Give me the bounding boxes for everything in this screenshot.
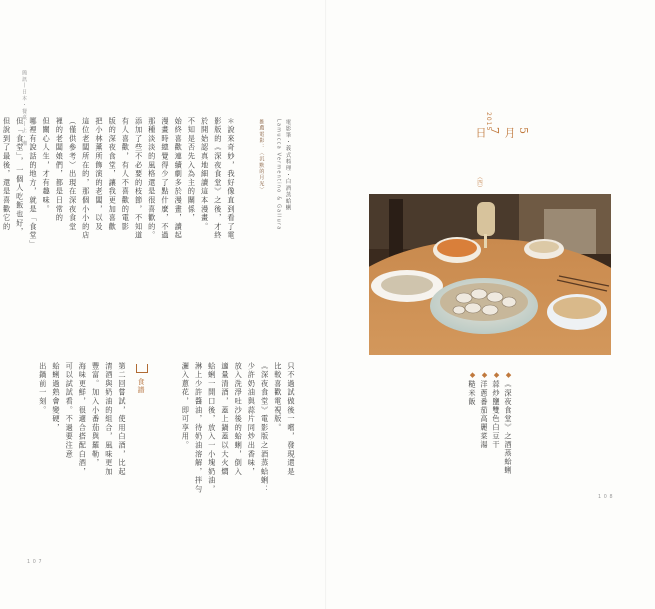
bullet-icon: ◆	[468, 370, 477, 381]
menu-item: ◆《深夜食堂》之酒蒸蛤蜊	[504, 370, 513, 476]
body-text-column: 哪裡有說話的地方，就是「食堂」	[28, 117, 38, 249]
body-text-column: 但「食堂」，一個人吃飯也好，	[15, 117, 25, 237]
recipe-icon	[136, 364, 148, 373]
body-text-column: 但關心人生，才有趣味。	[42, 117, 52, 214]
menu-list	[455, 370, 515, 480]
recipe-text-column: 灑入蔥花，即可享用。	[181, 362, 191, 450]
body-text-column: 於開始認真地細讀這本漫畫。	[200, 117, 210, 232]
body-text-column: 影版的《深夜食堂》之後，才終	[213, 117, 223, 241]
recipe-tail-column: 可以試試看。不過要注意	[65, 362, 75, 459]
body-text-column: （僅供參考）出現在深夜食堂	[68, 117, 78, 232]
recipe-tail-column: 第二回嘗試，使用白酒，比起	[118, 362, 127, 477]
body-text-column: 始終喜歡連續劇多於漫畫，讀起	[174, 117, 184, 241]
body-text-column: 裡的老闆娘們，都是日常的	[55, 117, 65, 223]
body-text-column: 這位老闆所在的，那個小小的店	[81, 117, 91, 241]
dinner-photo	[369, 194, 611, 355]
body-text-column: 但說到了最後，還是喜歡它的	[2, 117, 12, 232]
menu-item: ◆洋蔥番茄高麗菜湯	[480, 370, 489, 450]
recipe-text-column: 淋上少許醬油，待奶油溶解，拌勻	[194, 362, 204, 494]
page-number-left: 1 0 7	[27, 560, 43, 565]
body-text-column: ＊說來奇妙，我好像直到看了電	[227, 117, 236, 241]
recipe-tail-text	[33, 362, 129, 480]
side-note-recommend: 推薦電影：〈沉默的月光〉	[258, 119, 265, 194]
recipe-tail-column: 蛤蜊過熟會變硬，	[51, 362, 61, 433]
body-text-column: 有人喜歡，有人不喜歡的電影	[121, 117, 131, 232]
bullet-icon: ◆	[504, 370, 513, 381]
recipe-text-column: 《深夜食堂》電影版之酒蒸蛤蜊：	[260, 362, 270, 494]
running-header: 簡訊丨日本・餐桌丨上・湘	[21, 70, 27, 147]
date-weekday: （四）	[476, 174, 482, 191]
body-text	[2, 117, 238, 302]
date-year: 2015	[485, 112, 492, 132]
recipe-text-column: 少許奶油與蒜片同炒出香味，	[247, 362, 257, 477]
body-text-column: 那種淡淡的風格還是很喜歡的。	[147, 117, 157, 241]
recipe-tail-column: 海味更鮮，很適合搭配白酒，	[78, 362, 88, 477]
body-text-column: 不知是否先入為主的關係，	[187, 117, 197, 223]
date-day: 5月7日	[474, 127, 530, 141]
bullet-icon: ◆	[492, 370, 501, 381]
recipe-label: 食譜	[137, 378, 145, 394]
body-text-column: 把小林薰所飾演的老闆，以及	[94, 117, 104, 232]
recipe-text-column: 適量清酒，蓋上鍋蓋以大火燜	[220, 362, 230, 477]
recipe-text-column: 放入洗淨吐沙後的蛤蜊，倒入	[234, 362, 244, 477]
bullet-icon: ◆	[480, 370, 489, 381]
recipe-text-column: 比較喜歡電視版。	[273, 362, 283, 433]
page-number-right: 1 0 8	[598, 495, 614, 500]
recipe-tail-column: 豐富。加入小番茄與羅勒，	[91, 362, 101, 468]
recipe-text	[150, 362, 298, 494]
body-text-column: 版的深夜食堂，讓我更加喜歡	[108, 117, 118, 232]
dinner-photo-image	[369, 194, 611, 355]
left-page	[0, 0, 327, 609]
menu-item: ◆糙米飯	[468, 370, 477, 407]
side-note-subtitle: Lamucca Vermentino & Gallura	[275, 119, 282, 231]
side-note	[253, 119, 295, 231]
recipe-text-column: 只不過試做後一嚐，發現還是	[287, 362, 296, 477]
recipe-tail-column: 清酒與奶油的組合，風味更加	[104, 362, 114, 477]
recipe-tail-column: 出鍋前一刻。	[38, 362, 48, 415]
menu-item: ◆蒜炒鹽雙色白豆干	[492, 370, 501, 450]
side-note-title: 電影筆・義式料理・白酒蒸蛤蜊	[284, 119, 291, 212]
recipe-text-column: 蛤蜊一開口後，放入一小塊奶油，	[207, 362, 217, 494]
body-text-column: 漫畫時總覺得少了點什麼，不過	[160, 117, 170, 241]
body-text-column: 添加了些不必要的枝節，不知道	[134, 117, 144, 241]
